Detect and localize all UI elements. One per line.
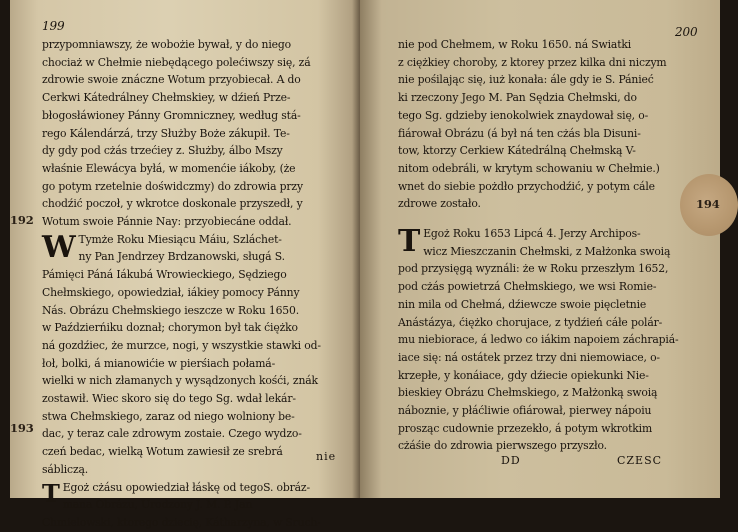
- text-line: zdrowe zostało.: [398, 197, 481, 211]
- text-line: łoł, bolki, á mianowićie w pierśiach połamá-: [42, 356, 276, 370]
- text-line: właśnie Elewácya byłá, w momenćie iákoby, (że: [42, 161, 296, 175]
- text-line: przypomniawszy, że wobożie bywał, y do niego: [42, 38, 292, 51]
- text-line: pod przysięgą wyználi: że w Roku przeszłym 1652,: [398, 262, 669, 276]
- text-line: cżáśie do zdrowia pierwszego przyszło.: [398, 439, 607, 453]
- right-page-text: [398, 36, 678, 455]
- text-line: mu niebiorace, á ledwo co iákim napoiem záchrapiá-: [398, 333, 679, 347]
- text-line: nin mila od Chełmá, dźiewcze swoie pięcletnie: [398, 297, 647, 311]
- text-line: dy gdy pod cżás trzećiey z. Służby, álbo Mszy: [42, 144, 283, 158]
- text-line: w Paździerńiku doznał; chorymon był tak ćiężko: [42, 321, 298, 335]
- margin-stamp: [680, 174, 738, 236]
- right-paragraph-2: [398, 225, 678, 455]
- page-number-left: 199: [42, 19, 65, 33]
- text-line: dac, y teraz cale zdrowym zostaie. Czego wydzo-: [42, 427, 302, 441]
- text-line: Egoż cżásu opowiedział łáskę od tegoS. obráz-: [62, 480, 310, 494]
- text-line: tego Sg. gdzieby ienokolwiek znaydował się, o-: [398, 108, 649, 122]
- text-line: Tymże Roku Miesiącu Máiu, Szláchet-: [78, 232, 282, 246]
- text-line: Chełmskiego, opowiedział, iákiey pomocy Pánny: [42, 285, 300, 299]
- text-line: mana Obrázu, Urodzony J. M. P. Jan: [62, 498, 253, 512]
- catchword-left: nie: [316, 450, 337, 463]
- text-line: ny Pan Jendrzey Brdzanowski, sługá S.: [78, 250, 285, 264]
- text-line: prosząc cudownie przezekło, á potym wkrotkim: [398, 421, 653, 435]
- text-line: Pámięci Páná Iákubá Wrowieckiego, Sędziego: [42, 268, 287, 282]
- left-paragraph-1: [42, 36, 342, 231]
- drop-cap: T: [42, 478, 60, 508]
- left-paragraph-3: [42, 479, 342, 532]
- text-line: Egoż Roku 1653 Lipcá 4. Jerzy Archipos-: [423, 227, 641, 241]
- drop-cap: W: [42, 229, 76, 265]
- catchword-right: CZESC: [617, 454, 663, 467]
- signature-mark: DD: [501, 454, 521, 467]
- text-line: iace się: ná ostátek przez trzy dni niemowiace, o-: [398, 350, 660, 364]
- text-line: błogosłáwioney Pánny Gromniczney, według stá-: [42, 108, 301, 122]
- right-paragraph-1: [398, 36, 678, 213]
- left-paragraph-2: [42, 231, 342, 479]
- text-line: czeń bedac, wielką Wotum zawiesił ze srebrá: [42, 445, 283, 459]
- text-line: bieskiey Obrázu Chełmskiego, z Małżonką swoią: [398, 386, 658, 400]
- text-line: wicz Mieszczanin Chełmski, z Małżonka swoią: [423, 244, 671, 258]
- text-line: nitom odebráli, w krytym schowaniu w Chełmie.): [398, 161, 660, 175]
- left-page-text: [42, 36, 342, 532]
- text-line: fiárował Obrázu (á był ná ten cżás bla Disuni-: [398, 126, 641, 140]
- text-line: wnet do siebie pożdło przychodźić, y potym cále: [398, 179, 655, 193]
- text-line: stwa Chełmskiego, zaraz od niego wolniony be-: [42, 409, 295, 423]
- text-line: nie pośilając się, iuż konała: ále gdy ie S. Pánieć: [398, 73, 654, 87]
- text-line: go potym rzetelnie doświdczmy) do zdrowia przy: [42, 179, 303, 193]
- text-line: chodźić poczoł, y wkrotce doskonale przyszedł, y: [42, 197, 303, 211]
- margin-number: 194: [696, 197, 720, 211]
- text-line: zostawił. Wiec skoro się do tego Sg. wdał lekár-: [42, 392, 296, 406]
- text-line: Wotum swoie Pánnie Nay: przyobiecáne oddał.: [42, 215, 292, 229]
- text-line: chociaż w Chełmie niebędącego polećiwszy się, zá: [42, 55, 311, 69]
- text-line: ná gozdźiec, że murzce, nogi, y wszystkie stawki od-: [42, 338, 321, 352]
- text-line: wielki w nich złamanych y wysądzonych kośći, znák: [42, 374, 318, 388]
- text-line: ki rzeczony Jego M. Pan Sędzia Chełmski, do: [398, 91, 637, 105]
- margin-number: 193: [10, 421, 34, 435]
- text-line: z ciężkiey choroby, z ktorey przez kilka dni niczym: [398, 55, 667, 69]
- text-line: náboznie, y płáćliwie ofiárował, pierwey nápoiu: [398, 404, 652, 418]
- text-line: sábliczą.: [42, 462, 89, 476]
- text-line: pod cżás powietrzá Chełmskiego, we wsi Romie-: [398, 280, 657, 294]
- text-line: Chmielowski, ktorego dziecię, Kátharzyna, w Sruch-: [42, 515, 321, 529]
- text-line: krzepłe, y konáiace, gdy dźiecie opiekunki Nie-: [398, 368, 649, 382]
- margin-number: 192: [10, 213, 34, 227]
- text-line: Nás. Obrázu Chełmskiego ieszcze w Roku 1650.: [42, 303, 300, 317]
- drop-cap: T: [398, 224, 421, 260]
- text-line: Anástázya, ćiężko chorujace, z tydźień cáłe polár-: [398, 315, 663, 329]
- right-page: [360, 0, 720, 498]
- text-line: tow, ktorzy Cerkiew Kátedrálną Chełmską V-: [398, 144, 636, 158]
- left-page: [10, 0, 360, 529]
- text-line: rego Kálendárzá, trzy Służby Boże zákupił. Te-: [42, 126, 290, 140]
- text-line: Cerkwi Kátedrálney Chełmskiey, w dźień Prze-: [42, 91, 291, 105]
- page-number-right: 200: [675, 25, 698, 39]
- text-line: zdrowie swoie znáczne Wotum przyobiecał. A do: [42, 73, 301, 87]
- text-line: nie pod Chełmem, w Roku 1650. ná Swiatki: [398, 38, 632, 51]
